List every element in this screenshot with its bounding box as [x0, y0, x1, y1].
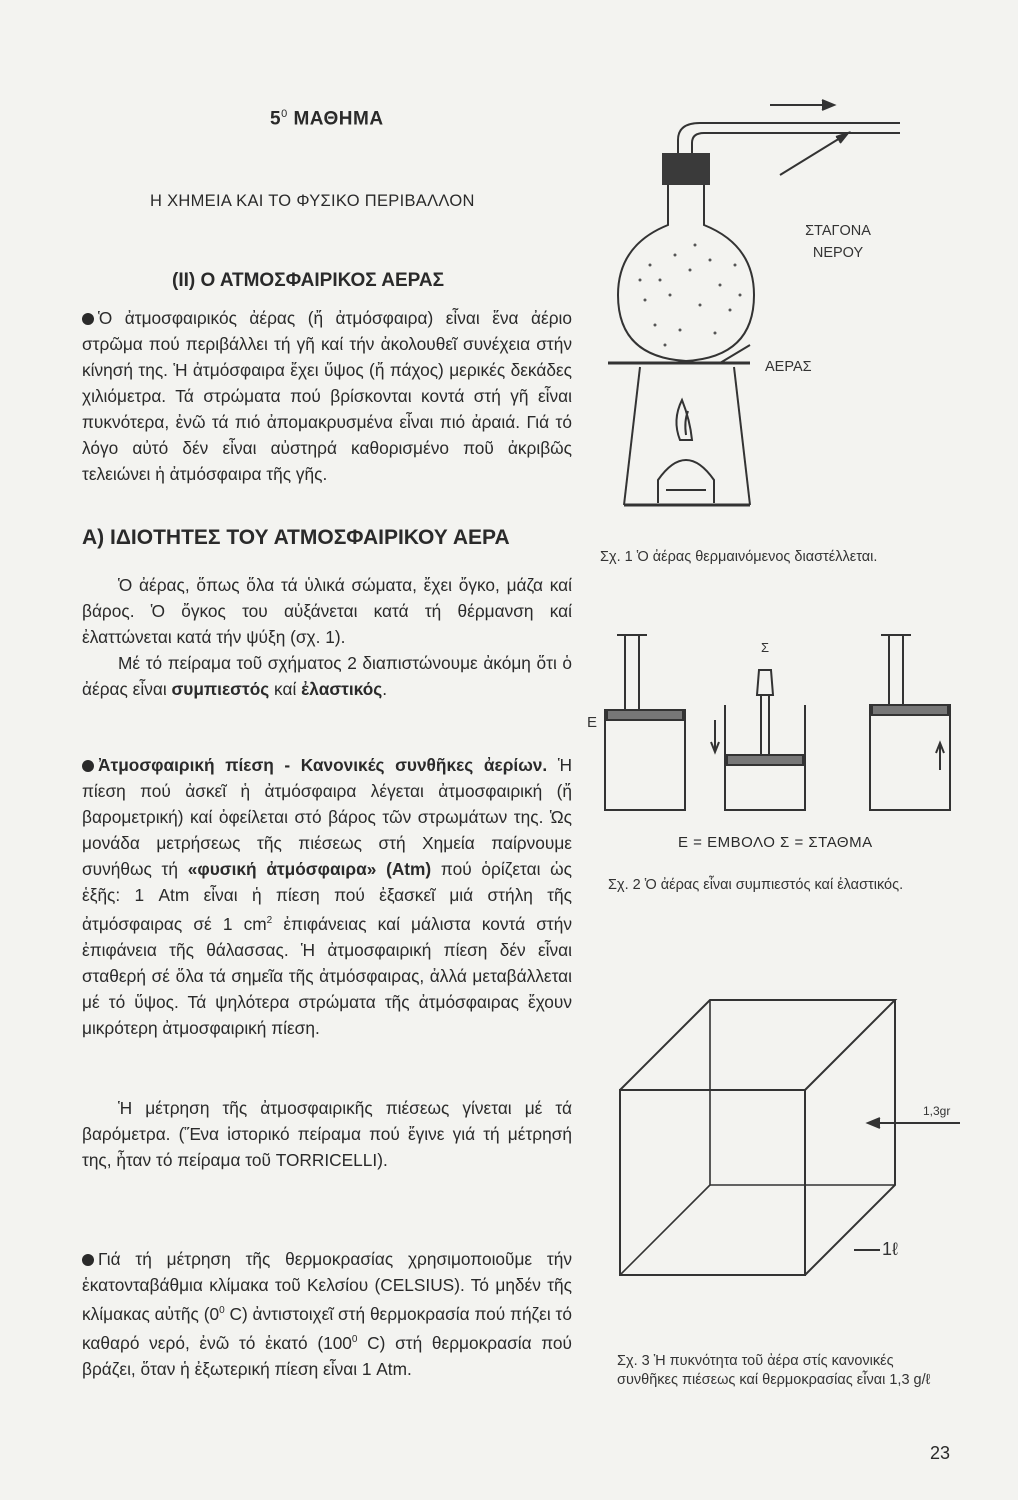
properties-paragraph [82, 572, 572, 702]
figure2-legend: Ε = ΕΜΒΟΛΟ Σ = ΣΤΑΘΜΑ [678, 834, 873, 851]
properties-p2-end: . [382, 679, 388, 699]
pressure-text3: ἐπιφάνειας καί μάλιστα κοντά στήν ἐπιφάνεια τῆς θάλασσας. Ἡ ἀτμοσφαιρική πίεση δέν εἶναι σταθερή σέ ὅλα τά σημεῖα τῆς ἀτμόσφαιρας, ἀλλά μεταβάλλεται μέ τό ὕψος. Τά ψηλότερα στρώματα τῆς ἀτμόσφαιρας ἔχουν μικρότερη ἀτμοσφαιρική πίεση. [82, 913, 572, 1038]
label-mass: 1,3gr [923, 1104, 951, 1118]
pressure-text2: πού ὁρίζεται ὡς ἑξῆς: 1 Atm εἶναι ἡ πίεση πού ἐξασκεῖ μιά στήλη τῆς ἀτμόσφαιρας σέ 1 cm [82, 859, 573, 934]
temperature-text2: C) ἀντιστοιχεῖ στή θερμοκρασία πού πήζει τό καθαρό νερό, ἐνῶ τό ἑκατό (100 [82, 1303, 572, 1353]
properties-p2-text: Μέ τό πείραμα τοῦ σχήματος 2 διαπιστώνουμε ἀκόμη ὅτι ὁ ἀέρας εἶναι [82, 653, 572, 699]
pressure-sup: 2 [266, 915, 273, 926]
properties-p2 [82, 650, 572, 702]
term-physical-atmosphere: «φυσική ἀτμόσφαιρα» (Atm) [187, 859, 432, 879]
stopper-shape [662, 153, 710, 185]
label-drop-line2: ΝΕΡΟΥ [812, 245, 864, 261]
temperature-degree-2: 0 [351, 1333, 358, 1345]
pressure-paragraph [82, 752, 572, 1041]
measurement-text: Ἡ μέτρηση τῆς ἀτμοσφαιρικῆς πιέσεως γίνεται μέ τά βαρόμετρα. (Ἕνα ἱστορικό πείραμα πού ἔγινε γιά τή μέτρησή της, ἦταν τό πείραμα τοῦ TORRICELLI). [82, 1098, 572, 1170]
label-epsilon: Ε [587, 714, 598, 731]
term-elastic: ἐλαστικός [301, 679, 383, 699]
temperature-text1: Γιά τή μέτρηση τῆς θερμοκρασίας χρησιμοποιοῦμε τήν ἑκατονταβάθμια κλίμακα τοῦ Κελσίου (CELSIUS). Τό μηδέν τῆς κλίμακας αὐτῆς (0 [82, 1249, 572, 1324]
figure2-caption: Σχ. 2 Ὁ ἀέρας εἶναι συμπιεστός καί ἐλαστικός. [608, 877, 904, 893]
chapter-subject: Η ΧΗΜΕΙΑ ΚΑΙ ΤΟ ΦΥΣΙΚΟ ΠΕΡΙΒΑΛΛΟΝ [150, 192, 475, 210]
figure3-caption: Σχ. 3 Ἡ πυκνότητα τοῦ ἀέρα στίς κανονικές συνθῆκες πιέσεως καί θερμοκρασίας εἶναι 1,3 g/ℓ [617, 1353, 931, 1388]
temperature-degree-1: 0 [219, 1305, 225, 1316]
bullet-icon [82, 313, 94, 325]
properties-p2-mid: καί [269, 679, 302, 699]
bullet-icon [82, 760, 94, 772]
lesson-degree: 0 [281, 108, 288, 120]
term-compressible: συμπιεστός [171, 679, 270, 699]
lesson-word: ΜΑΘΗΜΑ [293, 108, 384, 130]
lesson-number: 5 [270, 108, 282, 130]
section-title: (ΙΙ) Ο ΑΤΜΟΣΦΑΙΡΙΚΟΣ ΑΕΡΑΣ [172, 270, 445, 291]
figure1-caption: Σχ. 1 Ὁ ἀέρας θερμαινόμενος διαστέλλεται. [600, 549, 878, 565]
label-drop-line1: ΣΤΑΓΟΝΑ [805, 223, 871, 239]
intro-text: Ὁ ἀτμοσφαιρικός ἀέρας (ἤ ἀτμόσφαιρα) εἶναι ἕνα ἀέριο στρῶμα πού περιβάλλει τή γῆ καί τήν ἀκολουθεῖ συνέχεια στήν κίνησή της. Ἡ ἀτμόσφαιρα ἔχει ὕψος (ἤ πάχος) μερικές δεκάδες χιλιόμετρα. Τά στρώματα πού βρίσκονται κοντά στή γῆ εἶναι πυκνότερα, ἐνῶ τά πιό ἀπομακρυσμένα εἶναι πιό ἀραιά. Γιά τό λόγο αὐτό δέν εἶναι αὐστηρά καθορισμένο ποῦ ἀκριβῶς τελειώνει ἡ ἀτμόσφαιρα τῆς γῆς. [82, 308, 572, 484]
figure2-piston-diagram [585, 630, 955, 830]
temperature-paragraph [82, 1246, 572, 1382]
label-air: ΑΕΡΑΣ [765, 359, 812, 375]
properties-p1: Ὁ ἀέρας, ὅπως ὅλα τά ὑλικά σώματα, ἔχει ὄγκο, μάζα καί βάρος. Ὁ ὄγκος του αὐξάνεται κατά τή θέρμανση καί ἐλαττώνεται κατά τήν ψύξη (σχ. 1). [82, 575, 572, 647]
air-dots [639, 244, 742, 347]
pressure-text1: Ἡ πίεση πού ἀσκεῖ ἡ ἀτμόσφαιρα λέγεται ἀτμοσφαιρική (ἤ βαρομετρική) καί ὀφείλεται στό βάρος τῶν στρωμάτων της. Ὡς μονάδα μετρήσεως τῆς πιέσεως στή Χημεία παίρνουμε συνήθως τή [82, 755, 572, 879]
measurement-paragraph [82, 1095, 572, 1173]
temperature-text3: C) στή θερμοκρασία πού βράζει, ὅταν ἡ ἐξωτερική πίεση εἶναι 1 Atm. [82, 1332, 572, 1379]
page-number: 23 [930, 1443, 951, 1463]
lesson-title [270, 108, 384, 130]
label-sigma: Σ [760, 640, 770, 655]
pressure-heading: Ἀτμοσφαιρική πίεση - Κανονικές συνθῆκες ἀερίων. [98, 755, 548, 775]
label-volume: 1ℓ [882, 1239, 898, 1259]
intro-paragraph [82, 305, 572, 487]
subsection-title: Α) ΙΔΙΟΤΗΤΕΣ ΤΟΥ ΑΤΜΟΣΦΑΙΡΙΚΟΥ ΑΕΡΑ [82, 526, 510, 549]
figure1-flask-diagram [600, 95, 900, 525]
bullet-icon [82, 1254, 94, 1266]
figure3-cube-diagram [610, 995, 970, 1295]
